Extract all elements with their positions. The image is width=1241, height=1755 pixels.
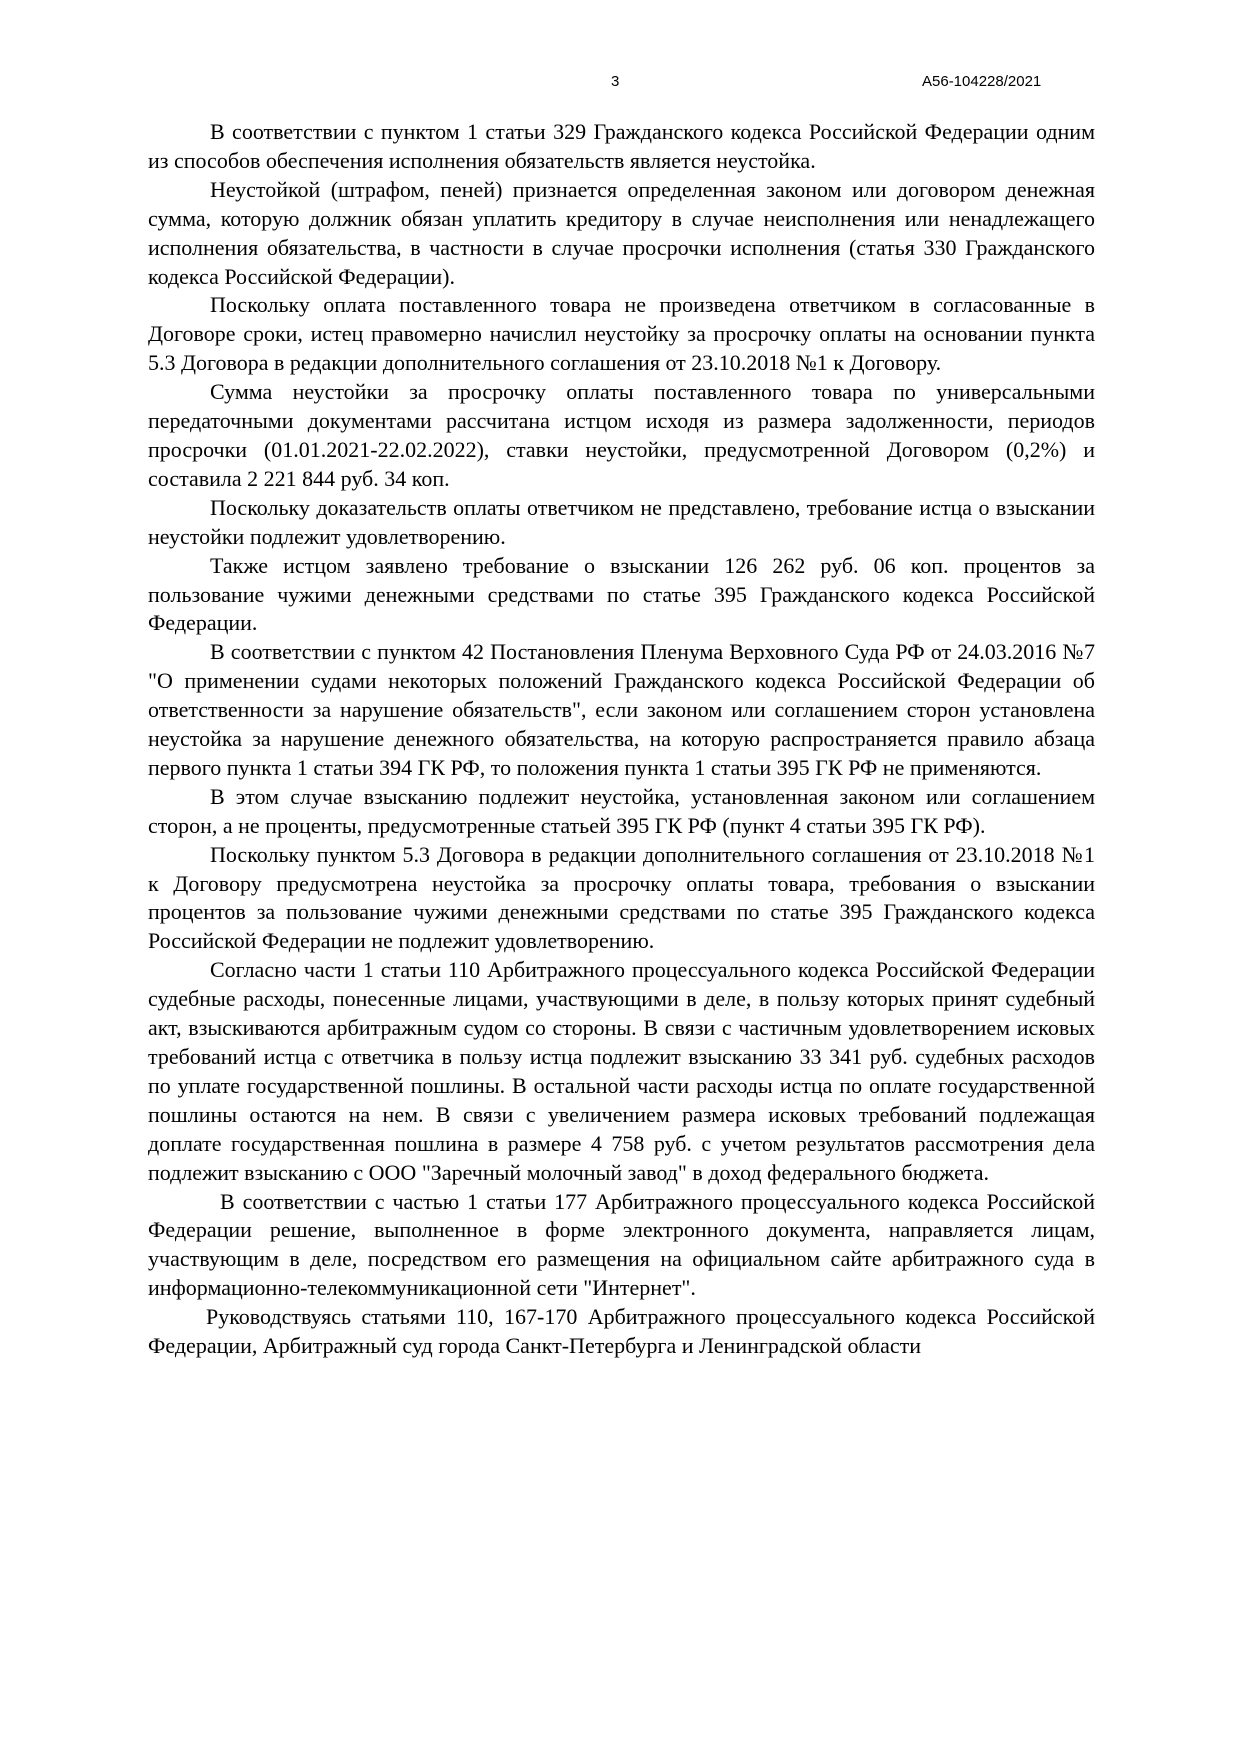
paragraph: Поскольку пунктом 5.3 Договора в редакции дополнительного соглашения от 23.10.2018 №1 к Договору предусмотрена неустойка за просрочку оплаты товара, требования о взыскании процентов за пользование чужими денежными средствами по статье 395 Гражданского кодекса Российской Федерации не подлежит удовлетворению. xyxy=(148,841,1095,954)
paragraph: Также истцом заявлено требование о взыскании 126 262 руб. 06 коп. процентов за пользование чужими денежными средствами по статье 395 Гражданского кодекса Российской Федерации. xyxy=(148,552,1095,636)
page-number: 3 xyxy=(611,73,620,90)
paragraph: Согласно части 1 статьи 110 Арбитражного процессуального кодекса Российской Федерации судебные расходы, понесенные лицами, участвующими в деле, в пользу которых принят судебный акт, взыскиваются арбитражным судом со стороны. В связи с частичным удовлетворением исковых требований истца с ответчика в пользу истца подлежит взысканию 33 341 руб. судебных расходов по уплате государственной пошлины. В остальной части расходы истца по оплате государственной пошлины остаются на нем. В связи с увеличением размера исковых требований подлежащая доплате государственная пошлина в размере 4 758 руб. с учетом результатов рассмотрения дела подлежит взысканию с ООО "Заречный молочный завод" в доход федерального бюджета. xyxy=(148,957,1095,1185)
paragraph: Поскольку оплата поставленного товара не произведена ответчиком в согласованные в Договоре сроки, истец правомерно начислил неустойку за просрочку оплаты на основании пункта 5.3 Договора в редакции дополнительного соглашения от 23.10.2018 №1 к Договору. xyxy=(148,292,1095,376)
paragraph: В этом случае взысканию подлежит неустойка, установленная законом или соглашением сторон, а не проценты, предусмотренные статьей 395 ГК РФ (пункт 4 статьи 395 ГК РФ). xyxy=(148,783,1095,838)
paragraph: Поскольку доказательств оплаты ответчиком не представлено, требование истца о взыскании неустойки подлежит удовлетворению. xyxy=(148,494,1095,549)
document-body xyxy=(148,118,1095,1361)
paragraph: Сумма неустойки за просрочку оплаты поставленного товара по универсальными передаточными документами рассчитана истцом исходя из размера задолженности, периодов просрочки (01.01.2021-22.02.2022), ставки неустойки, предусмотренной Договором (0,2%) и составила 2 221 844 руб. 34 коп. xyxy=(148,379,1095,491)
paragraph: Неустойкой (штрафом, пеней) признается определенная законом или договором денежная сумма, которую должник обязан уплатить кредитору в случае неисполнения или ненадлежащего исполнения обязательства, в частности в случае просрочки исполнения (статья 330 Гражданского кодекса Российской Федерации). xyxy=(148,176,1095,289)
paragraph: Руководствуясь статьями 110, 167-170 Арбитражного процессуального кодекса Российской Федерации, Арбитражный суд города Санкт-Петербурга и Ленинградской области xyxy=(148,1304,1095,1359)
paragraph: В соответствии с частью 1 статьи 177 Арбитражного процессуального кодекса Российской Федерации решение, выполненное в форме электронного документа, направляется лицам, участвующим в деле, посредством его размещения на официальном сайте арбитражного суда в информационно-телекоммуникационной сети "Интернет". xyxy=(148,1188,1095,1301)
paragraph: В соответствии с пунктом 42 Постановления Пленума Верховного Суда РФ от 24.03.2016 №7 "О применении судами некоторых положений Гражданского кодекса Российской Федерации об ответственности за нарушение обязательств", если законом или соглашением сторон установлена неустойка за нарушение денежного обязательства, на которую распространяется правило абзаца первого пункта 1 статьи 394 ГК РФ, то положения пункта 1 статьи 395 ГК РФ не применяются. xyxy=(148,639,1095,780)
case-number: А56-104228/2021 xyxy=(922,73,1042,90)
paragraph: В соответствии с пунктом 1 статьи 329 Гражданского кодекса Российской Федерации одним из способов обеспечения исполнения обязательств является неустойка. xyxy=(148,119,1095,173)
page-header xyxy=(0,73,1241,97)
